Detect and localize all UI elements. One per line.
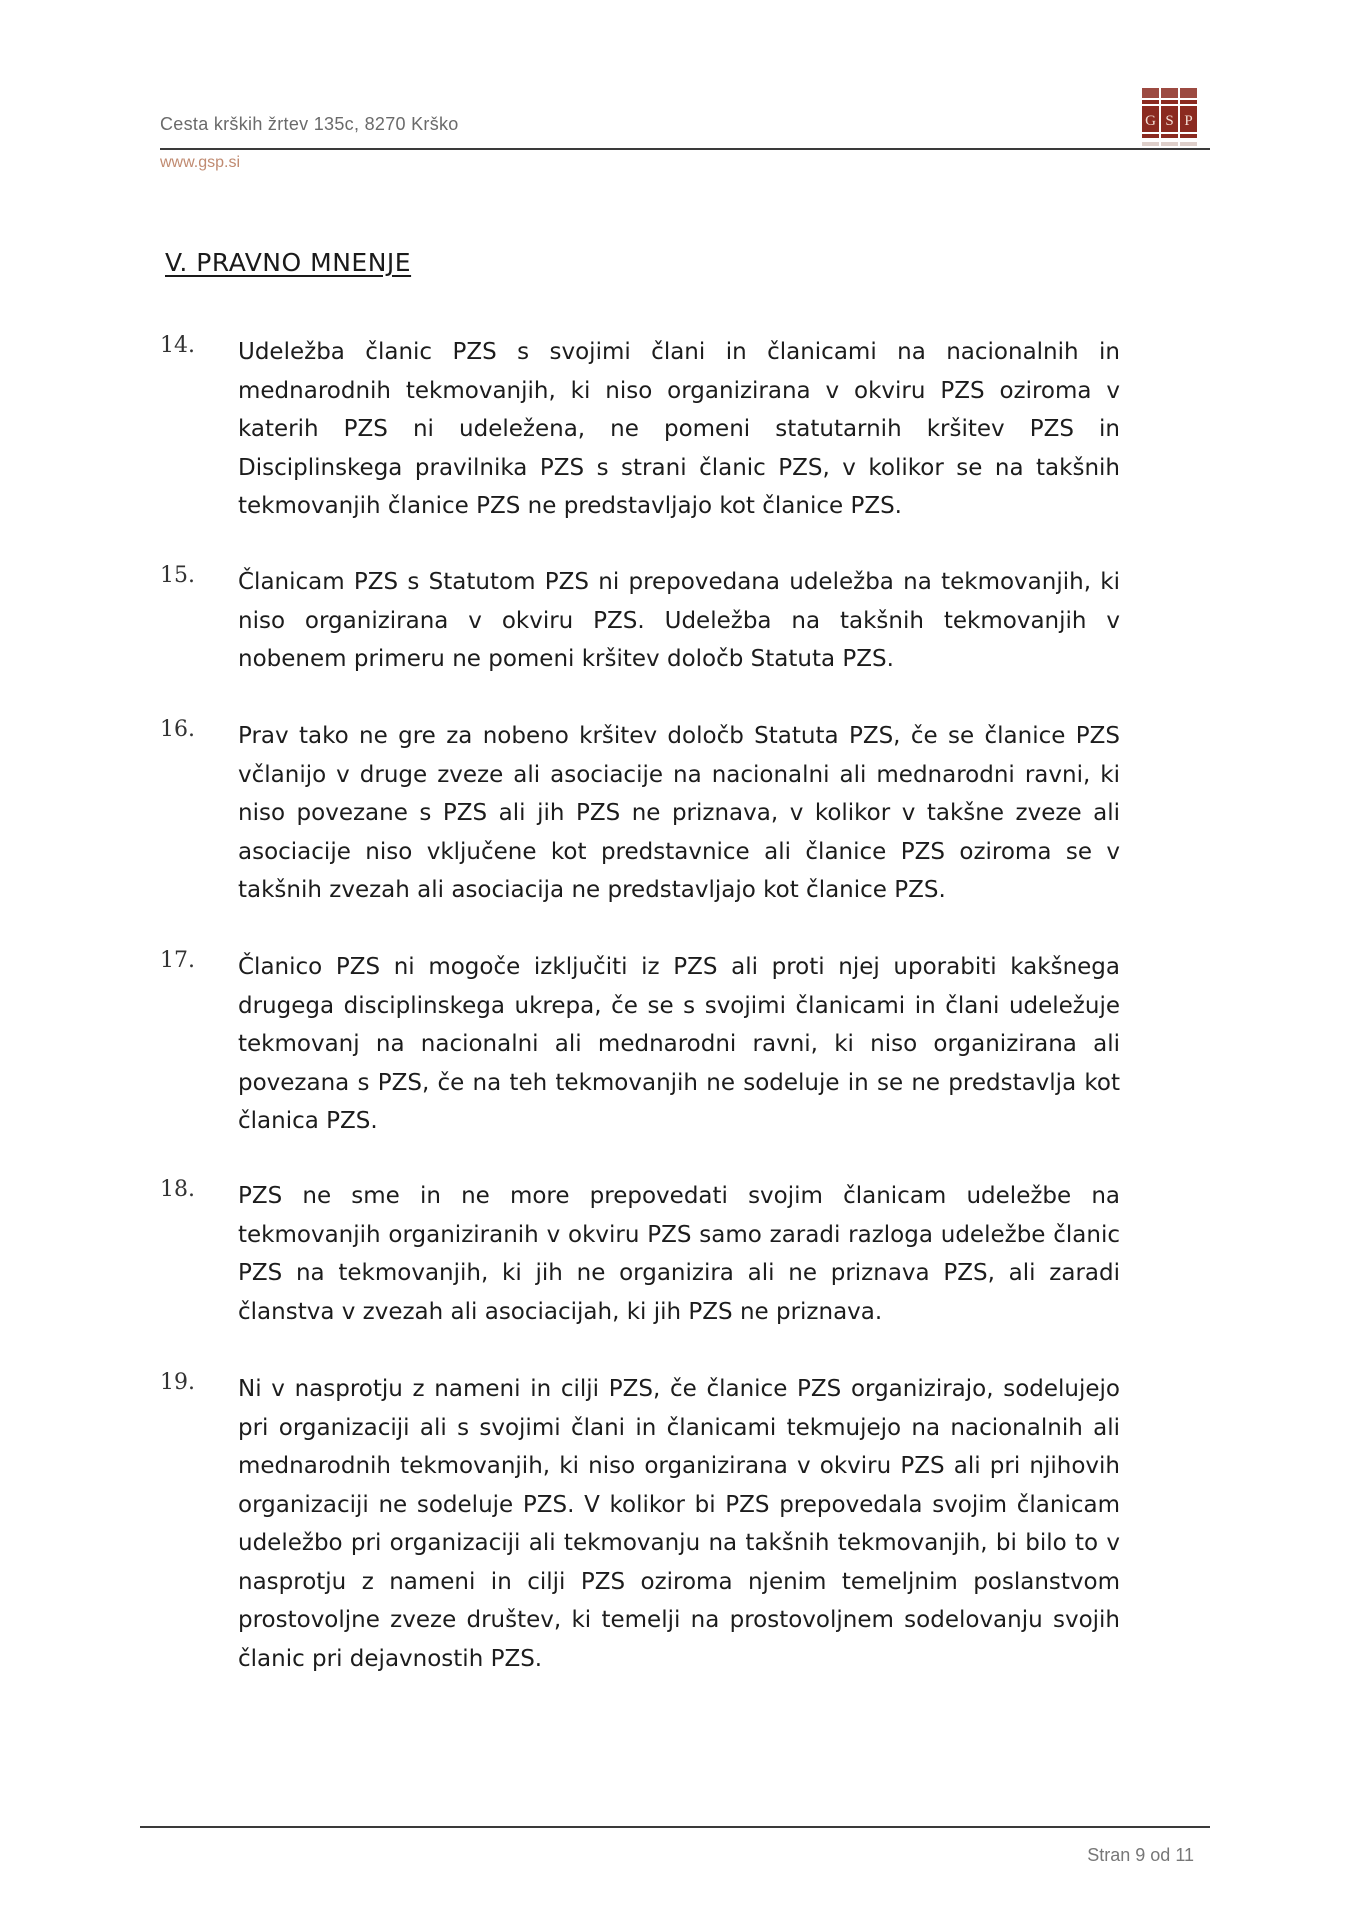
section-title: V. PRAVNO MNENJE: [165, 248, 412, 277]
paragraph-text: Udeležba članic PZS s svojimi člani in članicami na nacionalnih in mednarodnih tekmovanjih, ki niso organizirana v okviru PZS oziroma v katerih PZS ni udeležena, ne pomeni statutarnih kršitev PZS in Disciplinskega pravilnika PZS s strani članic PZS, v kolikor se na takšnih tekmovanjih članice PZS ne predstavljajo kot članice PZS.: [238, 339, 1120, 519]
gsp-logo: [1140, 88, 1200, 172]
header-website-link[interactable]: www.gsp.si: [160, 154, 241, 171]
page-total: 11: [1175, 1845, 1194, 1865]
page-of-label: od: [1150, 1845, 1171, 1865]
paragraph-number: 15.: [160, 563, 195, 588]
paragraph-text: PZS ne sme in ne more prepovedati svojim članicam udeležbe na tekmovanjih organiziranih v okviru PZS samo zaradi razloga udeležbe članic PZS na tekmovanjih, ki jih ne organizira ali ne priznava PZS, ali zaradi članstva v zvezah ali asociacijah, ki jih PZS ne priznava.: [238, 1183, 1120, 1325]
logo-letter-p: P: [1184, 113, 1193, 129]
paragraph-text: Ni v nasprotju z nameni in cilji PZS, če članice PZS organizirajo, sodelujejo pri organizaciji ali s svojimi člani in članicami tekmujejo na nacionalnih ali mednarodnih tekmovanjih, ki niso organizirana v okviru PZS ali pri njihovih organizaciji ne sodeluje PZS. V kolikor bi PZS prepovedala svojim članicam udeležbo pri organizaciji ali tekmovanju na takšnih tekmovanjih, bi bilo to v nasprotju z nameni in cilji PZS oziroma njenim temeljnim poslanstvom prostovoljne zveze društev, ki temelji na prostovoljnem sodelovanju svojih članic pri dejavnostih PZS.: [238, 1376, 1120, 1672]
paragraph-number: 18.: [160, 1177, 195, 1202]
page-number: [1087, 1845, 1199, 1866]
paragraph-number: 19.: [160, 1370, 195, 1395]
header-divider: [160, 148, 1210, 150]
paragraph-text: Članico PZS ni mogoče izključiti iz PZS ali proti njej uporabiti kakšnega drugega disciplinskega ukrepa, če se s svojimi članicami in člani udeležuje tekmovanj na nacionalni ali mednarodni ravni, ki niso organizirana ali povezana s PZS, če na teh tekmovanjih ne sodeluje in se ne predstavlja kot članica PZS.: [238, 954, 1120, 1134]
page-current: 9: [1135, 1845, 1146, 1865]
footer-divider: [140, 1826, 1210, 1828]
paragraph-number: 14.: [160, 333, 195, 358]
logo-letter-g: G: [1145, 113, 1156, 129]
logo-letter-s: S: [1165, 113, 1174, 129]
page-label: Stran: [1087, 1845, 1131, 1865]
paragraph-number: 16.: [160, 717, 195, 742]
header-address: Cesta krških žrtev 135c, 8270 Krško: [160, 114, 459, 134]
paragraph-text: Članicam PZS s Statutom PZS ni prepovedana udeležba na tekmovanjih, ki niso organizirana v okviru PZS. Udeležba na takšnih tekmovanjih v nobenem primeru ne pomeni kršitev določb Statuta PZS.: [238, 569, 1120, 672]
paragraph-text: Prav tako ne gre za nobeno kršitev določb Statuta PZS, če se članice PZS včlanijo v druge zveze ali asociacije na nacionalni ali mednarodni ravni, ki niso povezane s PZS ali jih PZS ne priznava, v kolikor v takšne zveze ali asociacije niso vključene kot predstavnice ali članice PZS oziroma se v takšnih zvezah ali asociacija ne predstavljajo kot članice PZS.: [238, 723, 1120, 903]
paragraph-number: 17.: [160, 948, 195, 973]
